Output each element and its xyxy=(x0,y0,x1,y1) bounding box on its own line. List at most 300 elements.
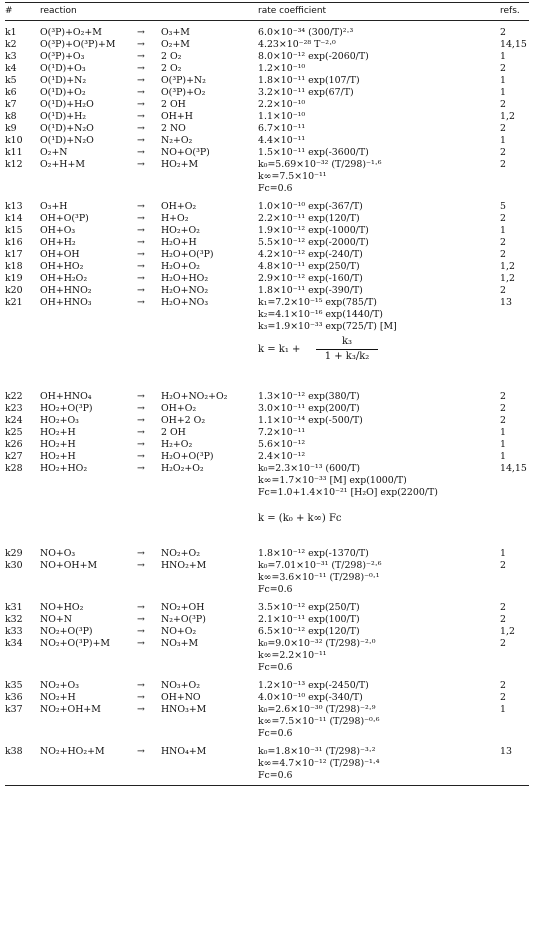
reactants: O(¹D)+N₂ xyxy=(40,75,87,86)
rate-coefficient: 2.2×10⁻¹⁰ xyxy=(258,99,306,110)
reactants: OH+O(³P) xyxy=(40,213,89,224)
arrow: → xyxy=(137,225,145,236)
table-row xyxy=(0,487,534,499)
products: 2 OH xyxy=(161,427,186,438)
table-row xyxy=(0,147,534,159)
reaction-id: k36 xyxy=(5,692,23,703)
reaction-id: k34 xyxy=(5,638,23,649)
references: 2 xyxy=(500,680,506,691)
arrow: → xyxy=(137,51,145,62)
top-rule xyxy=(5,2,529,3)
reactants: NO+OH+M xyxy=(40,560,98,571)
rate-coefficient: k∞=7.5×10⁻¹¹ xyxy=(258,171,327,182)
table-row xyxy=(0,249,534,261)
reaction-id: k12 xyxy=(5,159,23,170)
reaction-id: k30 xyxy=(5,560,23,571)
reactants: O(¹D)+N₂O xyxy=(40,123,94,134)
table-row xyxy=(0,321,534,333)
reaction-id: k32 xyxy=(5,614,23,625)
reactants: O₃+H xyxy=(40,201,68,212)
reaction-id: k7 xyxy=(5,99,17,110)
bottom-rule xyxy=(5,785,529,786)
reactants: HO₂+H xyxy=(40,427,76,438)
table-row xyxy=(0,391,534,403)
fraction-bar xyxy=(316,349,378,350)
references: 1 xyxy=(500,704,506,715)
references: 5 xyxy=(500,201,506,212)
reaction-id: k26 xyxy=(5,439,23,450)
products: O(³P)+O₂ xyxy=(161,87,206,98)
table-row xyxy=(0,99,534,111)
products: NO₃+M xyxy=(161,638,199,649)
products: HO₂+O₂ xyxy=(161,225,200,236)
references: 2 xyxy=(500,415,506,426)
header-number: # xyxy=(5,6,13,16)
reaction-id: k23 xyxy=(5,403,23,414)
rate-coefficient: 2.9×10⁻¹² exp(-160/T) xyxy=(258,273,363,284)
formula-k21-denominator: 1 + k₃/k₂ xyxy=(324,351,370,362)
table-row xyxy=(0,692,534,704)
products: H₂O+O₂ xyxy=(161,261,200,272)
table-row xyxy=(0,728,534,740)
reaction-id: k4 xyxy=(5,63,17,74)
reactants: OH+H₂O₂ xyxy=(40,273,88,284)
rate-coefficient: 7.2×10⁻¹¹ xyxy=(258,427,306,438)
reactants: HO₂+HO₂ xyxy=(40,463,88,474)
rate-coefficient: 1.0×10⁻¹⁰ exp(-367/T) xyxy=(258,201,363,212)
reaction-id: k35 xyxy=(5,680,23,691)
arrow: → xyxy=(137,680,145,691)
reactants: O(¹D)+H₂O xyxy=(40,99,94,110)
table-row xyxy=(0,261,534,273)
table-row xyxy=(0,415,534,427)
reaction-id: k11 xyxy=(5,147,23,158)
references: 2 xyxy=(500,614,506,625)
table-row xyxy=(0,758,534,770)
reactants: NO+O₃ xyxy=(40,548,76,559)
arrow: → xyxy=(137,391,145,402)
reaction-id: k8 xyxy=(5,111,17,122)
table-row xyxy=(0,159,534,171)
reaction-id: k1 xyxy=(5,27,17,38)
reactants: HO₂+H xyxy=(40,439,76,450)
rate-coefficient: 4.23×10⁻²⁸ T⁻²·⁰ xyxy=(258,39,336,50)
arrow: → xyxy=(137,463,145,474)
references: 2 xyxy=(500,213,506,224)
rate-coefficient: 2.1×10⁻¹¹ exp(100/T) xyxy=(258,614,360,625)
arrow: → xyxy=(137,27,145,38)
references: 2 xyxy=(500,692,506,703)
table-row xyxy=(0,309,534,321)
rate-coefficient: 6.7×10⁻¹¹ xyxy=(258,123,306,134)
rate-coefficient: 1.2×10⁻¹³ exp(-2450/T) xyxy=(258,680,369,691)
rate-coefficient: k₀=7.01×10⁻³¹ (T/298)⁻²·⁶ xyxy=(258,560,382,571)
products: N₂+O(³P) xyxy=(161,614,206,625)
table-row xyxy=(0,63,534,75)
rate-coefficient: Fc=0.6 xyxy=(258,662,293,673)
rate-coefficient: k∞=2.2×10⁻¹¹ xyxy=(258,650,327,661)
references: 1,2 xyxy=(500,626,515,637)
table-row xyxy=(0,439,534,451)
reaction-id: k20 xyxy=(5,285,23,296)
table-row xyxy=(0,237,534,249)
references: 1 xyxy=(500,439,506,450)
reaction-id: k22 xyxy=(5,391,23,402)
reaction-id: k6 xyxy=(5,87,17,98)
reaction-id: k10 xyxy=(5,135,23,146)
table-row xyxy=(0,770,534,782)
reactants: OH+H₂ xyxy=(40,237,76,248)
rate-coefficient: k₀=2.6×10⁻³⁰ (T/298)⁻²·⁹ xyxy=(258,704,376,715)
references: 2 xyxy=(500,403,506,414)
references: 14,15 xyxy=(500,463,527,474)
references: 1,2 xyxy=(500,273,515,284)
references: 1 xyxy=(500,451,506,462)
reactants: NO₂+HO₂+M xyxy=(40,746,105,757)
arrow: → xyxy=(137,159,145,170)
references: 1,2 xyxy=(500,261,515,272)
references: 13 xyxy=(500,297,512,308)
rate-coefficient: Fc=1.0+1.4×10⁻²¹ [H₂O] exp(2200/T) xyxy=(258,487,438,498)
rate-coefficient: 1.8×10⁻¹¹ exp(-390/T) xyxy=(258,285,363,296)
table-row xyxy=(0,548,534,560)
arrow: → xyxy=(137,403,145,414)
rate-coefficient: 4.8×10⁻¹¹ exp(250/T) xyxy=(258,261,360,272)
arrow: → xyxy=(137,626,145,637)
arrow: → xyxy=(137,451,145,462)
references: 1 xyxy=(500,87,506,98)
reaction-id: k31 xyxy=(5,602,23,613)
arrow: → xyxy=(137,237,145,248)
table-row xyxy=(0,584,534,596)
rate-coefficient: 1.2×10⁻¹⁰ xyxy=(258,63,306,74)
header-reaction: reaction xyxy=(40,6,77,16)
reaction-id: k29 xyxy=(5,548,23,559)
reaction-id: k5 xyxy=(5,75,17,86)
products: 2 OH xyxy=(161,99,186,110)
table-row xyxy=(0,572,534,584)
table-row xyxy=(0,87,534,99)
references: 1 xyxy=(500,51,506,62)
arrow: → xyxy=(137,638,145,649)
products: 2 O₂ xyxy=(161,51,182,62)
arrow: → xyxy=(137,415,145,426)
arrow: → xyxy=(137,111,145,122)
reactants: NO₂+O₃ xyxy=(40,680,79,691)
table-row xyxy=(0,427,534,439)
products: O(³P)+N₂ xyxy=(161,75,206,86)
reaction-id: k9 xyxy=(5,123,17,134)
references: 1 xyxy=(500,225,506,236)
arrow: → xyxy=(137,99,145,110)
reactants: NO₂+O(³P)+M xyxy=(40,638,111,649)
reaction-id: k3 xyxy=(5,51,17,62)
reactants: O₂+H+M xyxy=(40,159,85,170)
rate-coefficient: k₀=9.0×10⁻³² (T/298)⁻²·⁰ xyxy=(258,638,376,649)
products: OH+O₂ xyxy=(161,403,197,414)
reaction-id: k2 xyxy=(5,39,17,50)
table-row xyxy=(0,716,534,728)
arrow: → xyxy=(137,297,145,308)
table-row xyxy=(0,123,534,135)
arrow: → xyxy=(137,746,145,757)
table-row xyxy=(0,27,534,39)
products: H₂O+H xyxy=(161,237,197,248)
reactants: O(¹D)+O₂ xyxy=(40,87,86,98)
rate-coefficient: 2.2×10⁻¹¹ exp(120/T) xyxy=(258,213,360,224)
rate-coefficient: k∞=4.7×10⁻¹² (T/298)⁻¹·⁴ xyxy=(258,758,380,769)
reactants: NO+HO₂ xyxy=(40,602,84,613)
references: 13 xyxy=(500,746,512,757)
references: 2 xyxy=(500,99,506,110)
rate-coefficient: 4.4×10⁻¹¹ xyxy=(258,135,306,146)
reactants: OH+HO₂ xyxy=(40,261,84,272)
table-row xyxy=(0,111,534,123)
references: 1 xyxy=(500,548,506,559)
reactants: O(¹D)+H₂ xyxy=(40,111,87,122)
table-row xyxy=(0,638,534,650)
rate-coefficient: 1.8×10⁻¹² exp(-1370/T) xyxy=(258,548,369,559)
products: NO+O(³P) xyxy=(161,147,210,158)
table-row xyxy=(0,225,534,237)
arrow: → xyxy=(137,560,145,571)
reactants: NO₂+H xyxy=(40,692,76,703)
products: OH+2 O₂ xyxy=(161,415,206,426)
rate-coefficient: k₂=4.1×10⁻¹⁶ exp(1440/T) xyxy=(258,309,383,320)
table-row xyxy=(0,602,534,614)
reactants: HO₂+O₃ xyxy=(40,415,79,426)
arrow: → xyxy=(137,704,145,715)
references: 1 xyxy=(500,135,506,146)
reaction-id: k37 xyxy=(5,704,23,715)
arrow: → xyxy=(137,692,145,703)
products: OH+O₂ xyxy=(161,201,197,212)
reactants: NO+N xyxy=(40,614,72,625)
references: 14,15 xyxy=(500,39,527,50)
products: H₂O₂+O₂ xyxy=(161,463,204,474)
rate-coefficient: 1.1×10⁻¹⁴ exp(-500/T) xyxy=(258,415,363,426)
rate-coefficient: Fc=0.6 xyxy=(258,584,293,595)
table-row xyxy=(0,463,534,475)
rate-coefficient: k₀=2.3×10⁻¹³ (600/T) xyxy=(258,463,361,474)
references: 2 xyxy=(500,27,506,38)
products: HNO₃+M xyxy=(161,704,207,715)
arrow: → xyxy=(137,63,145,74)
products: H₂+O₂ xyxy=(161,439,193,450)
arrow: → xyxy=(137,548,145,559)
table-row xyxy=(0,273,534,285)
table-row xyxy=(0,662,534,674)
rate-coefficient: 1.9×10⁻¹² exp(-1000/T) xyxy=(258,225,369,236)
products: H₂O+NO₂+O₂ xyxy=(161,391,228,402)
references: 2 xyxy=(500,602,506,613)
reactants: NO₂+OH+M xyxy=(40,704,101,715)
header-refs: refs. xyxy=(500,6,520,16)
reactants: O(¹D)+O₃ xyxy=(40,63,86,74)
arrow: → xyxy=(137,273,145,284)
table-row xyxy=(0,560,534,572)
formula-k28-text: k = (k₀ + k∞) Fc xyxy=(258,513,342,524)
reactants: O₂+N xyxy=(40,147,68,158)
references: 1 xyxy=(500,75,506,86)
rate-coefficient: k₀=5.69×10⁻³² (T/298)⁻¹·⁶ xyxy=(258,159,382,170)
products: HNO₄+M xyxy=(161,746,207,757)
table-row xyxy=(0,680,534,692)
products: H₂O+O(³P) xyxy=(161,249,214,260)
table-row xyxy=(0,51,534,63)
reactants: HO₂+H xyxy=(40,451,76,462)
reactants: O(³P)+O₃ xyxy=(40,51,85,62)
table-row xyxy=(0,626,534,638)
rate-coefficient: k₀=1.8×10⁻³¹ (T/298)⁻³·² xyxy=(258,746,376,757)
products: N₂+O₂ xyxy=(161,135,193,146)
references: 2 xyxy=(500,560,506,571)
products: O₂+M xyxy=(161,39,190,50)
reaction-id: k25 xyxy=(5,427,23,438)
formula-k21-lhs: k = k₁ + xyxy=(258,344,301,355)
reaction-id: k33 xyxy=(5,626,23,637)
formula-k21 xyxy=(258,336,458,366)
formula-k21-numerator: k₃ xyxy=(341,336,353,347)
products: H₂O+HO₂ xyxy=(161,273,209,284)
arrow: → xyxy=(137,439,145,450)
arrow: → xyxy=(137,614,145,625)
reactants: O(¹D)+N₂O xyxy=(40,135,94,146)
reaction-id: k15 xyxy=(5,225,23,236)
reaction-id: k28 xyxy=(5,463,23,474)
arrow: → xyxy=(137,285,145,296)
references: 2 xyxy=(500,123,506,134)
arrow: → xyxy=(137,123,145,134)
reactants: OH+HNO₃ xyxy=(40,297,92,308)
references: 2 xyxy=(500,638,506,649)
table-row xyxy=(0,183,534,195)
products: H₂O+O(³P) xyxy=(161,451,214,462)
table-row xyxy=(0,650,534,662)
products: NO₂+O₂ xyxy=(161,548,200,559)
references: 1 xyxy=(500,427,506,438)
table-row xyxy=(0,135,534,147)
products: H₂O+NO₂ xyxy=(161,285,209,296)
reaction-id: k38 xyxy=(5,746,23,757)
rate-coefficient: Fc=0.6 xyxy=(258,770,293,781)
rate-coefficient: 6.0×10⁻³⁴ (300/T)²·³ xyxy=(258,27,354,38)
reaction-id: k27 xyxy=(5,451,23,462)
products: NO₃+O₂ xyxy=(161,680,200,691)
rate-coefficient: k∞=1.7×10⁻³³ [M] exp(1000/T) xyxy=(258,475,407,486)
reactants: O(³P)+O(³P)+M xyxy=(40,39,116,50)
rate-coefficient: k∞=3.6×10⁻¹¹ (T/298)⁻⁰·¹ xyxy=(258,572,380,583)
products: 2 NO xyxy=(161,123,186,134)
table-row xyxy=(0,451,534,463)
rate-coefficient: 5.5×10⁻¹² exp(-2000/T) xyxy=(258,237,369,248)
reaction-id: k21 xyxy=(5,297,23,308)
arrow: → xyxy=(137,213,145,224)
arrow: → xyxy=(137,147,145,158)
reaction-id: k18 xyxy=(5,261,23,272)
rate-coefficient: Fc=0.6 xyxy=(258,728,293,739)
formula-k28 xyxy=(258,505,458,535)
products: OH+H xyxy=(161,111,193,122)
arrow: → xyxy=(137,75,145,86)
products: H₂O+NO₃ xyxy=(161,297,209,308)
table-row xyxy=(0,614,534,626)
arrow: → xyxy=(137,39,145,50)
references: 1,2 xyxy=(500,111,515,122)
products: O₃+M xyxy=(161,27,190,38)
reaction-id: k16 xyxy=(5,237,23,248)
header-rule xyxy=(5,20,529,21)
rate-coefficient: 3.5×10⁻¹² exp(250/T) xyxy=(258,602,360,613)
rate-coefficient: 8.0×10⁻¹² exp(-2060/T) xyxy=(258,51,369,62)
arrow: → xyxy=(137,249,145,260)
references: 2 xyxy=(500,391,506,402)
rate-coefficient: k∞=7.5×10⁻¹¹ (T/298)⁻⁰·⁶ xyxy=(258,716,380,727)
reactants: OH+OH xyxy=(40,249,80,260)
products: OH+NO xyxy=(161,692,201,703)
references: 2 xyxy=(500,147,506,158)
reaction-id: k14 xyxy=(5,213,23,224)
arrow: → xyxy=(137,135,145,146)
rate-coefficient: 6.5×10⁻¹² exp(120/T) xyxy=(258,626,360,637)
rate-coefficient: 1.1×10⁻¹⁰ xyxy=(258,111,306,122)
products: HO₂+M xyxy=(161,159,199,170)
arrow: → xyxy=(137,427,145,438)
reactants: OH+HNO₄ xyxy=(40,391,92,402)
table-header xyxy=(0,4,534,18)
reaction-id: k13 xyxy=(5,201,23,212)
references: 2 xyxy=(500,285,506,296)
rate-coefficient: 2.4×10⁻¹² xyxy=(258,451,306,462)
arrow: → xyxy=(137,602,145,613)
table-row xyxy=(0,39,534,51)
table-row xyxy=(0,297,534,309)
rate-coefficient: k₃=1.9×10⁻³³ exp(725/T) [M] xyxy=(258,321,397,332)
rate-coefficient: 4.2×10⁻¹² exp(-240/T) xyxy=(258,249,363,260)
reactants: NO₂+O(³P) xyxy=(40,626,93,637)
table-row xyxy=(0,213,534,225)
reactants: OH+O₃ xyxy=(40,225,76,236)
rate-coefficient: 1.3×10⁻¹² exp(380/T) xyxy=(258,391,360,402)
table-row xyxy=(0,201,534,213)
arrow: → xyxy=(137,87,145,98)
reactants: O(³P)+O₂+M xyxy=(40,27,102,38)
rate-coefficient: 4.0×10⁻¹⁰ exp(-340/T) xyxy=(258,692,363,703)
table-row xyxy=(0,75,534,87)
rate-coefficient: 1.8×10⁻¹¹ exp(107/T) xyxy=(258,75,360,86)
header-rate-coefficient: rate coefficient xyxy=(258,6,327,16)
rate-coefficient: 5.6×10⁻¹² xyxy=(258,439,306,450)
reaction-id: k24 xyxy=(5,415,23,426)
arrow: → xyxy=(137,201,145,212)
references: 2 xyxy=(500,249,506,260)
products: HNO₂+M xyxy=(161,560,207,571)
products: 2 O₂ xyxy=(161,63,182,74)
arrow: → xyxy=(137,261,145,272)
table-row xyxy=(0,403,534,415)
rate-coefficient: k₁=7.2×10⁻¹⁵ exp(785/T) xyxy=(258,297,377,308)
reaction-id: k19 xyxy=(5,273,23,284)
table-row xyxy=(0,285,534,297)
table-row xyxy=(0,746,534,758)
reaction-id: k17 xyxy=(5,249,23,260)
reactants: OH+HNO₂ xyxy=(40,285,92,296)
table-row xyxy=(0,475,534,487)
reactants: HO₂+O(³P) xyxy=(40,403,93,414)
products: H+O₂ xyxy=(161,213,189,224)
rate-coefficient: Fc=0.6 xyxy=(258,183,293,194)
references: 2 xyxy=(500,237,506,248)
